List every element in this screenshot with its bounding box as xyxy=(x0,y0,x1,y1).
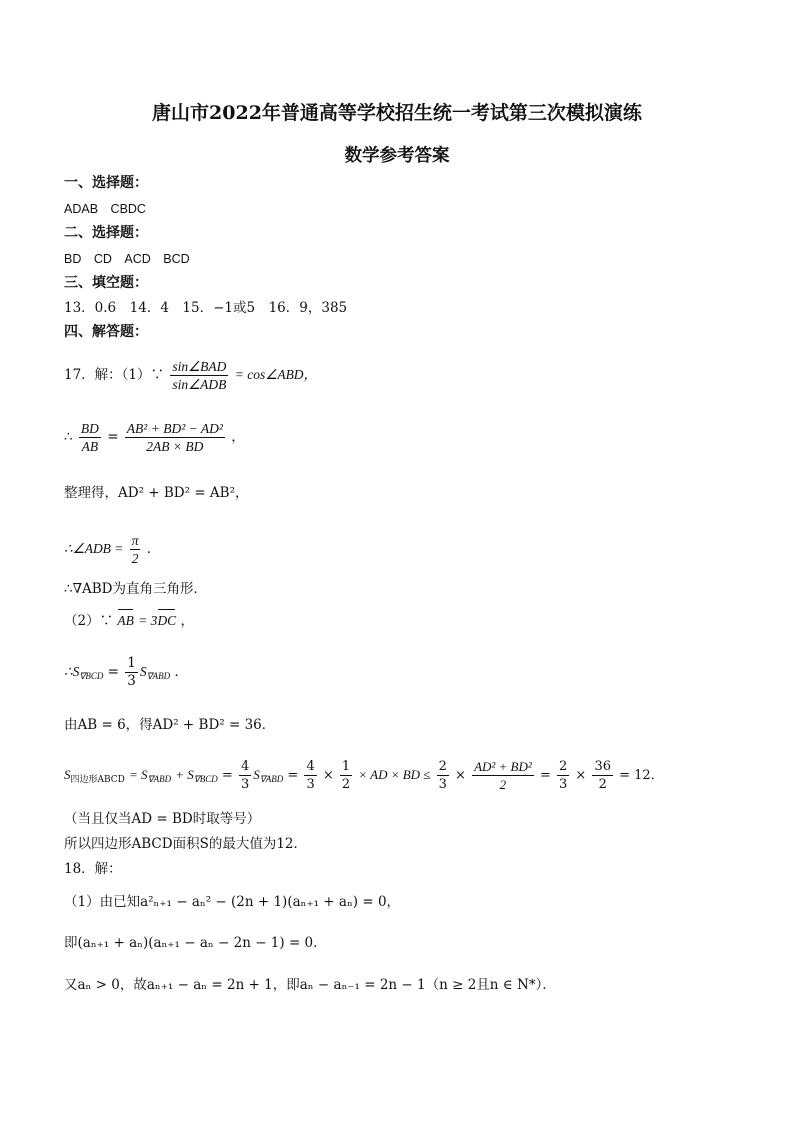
q17-label: 17．解：（1）∵ xyxy=(64,367,165,383)
q17-line-8: 由AB = 6，得AD² + BD² = 36． xyxy=(64,717,276,733)
multi-choice-answers: BD CD ACD BCD xyxy=(64,252,190,266)
numerator: 4 xyxy=(306,759,315,774)
comma: ， xyxy=(231,429,245,445)
subscript: ∇BCD xyxy=(79,671,104,681)
q17-one-third xyxy=(125,655,138,690)
section-heading-multi-choice: 二、选择题： xyxy=(64,225,148,241)
q17-line-2 xyxy=(64,420,245,455)
numerator: π xyxy=(131,533,139,548)
times-sign: × xyxy=(322,768,334,783)
denominator: 3 xyxy=(127,673,136,689)
equals-sign: = xyxy=(107,664,119,680)
q17-pi-over-2 xyxy=(130,532,141,567)
area-symbol: S xyxy=(253,767,260,782)
numerator: AB² + BD² − AD² xyxy=(126,421,223,436)
fraction xyxy=(472,758,534,793)
q18-line-3: 又aₙ > 0，故aₙ₊₁ − aₙ = 2n + 1，即aₙ − aₙ₋₁ = 2n − 1（n ≥ 2且n ∈ N*）． xyxy=(64,977,556,993)
denominator: sin∠ADB xyxy=(172,377,227,392)
fraction xyxy=(340,758,352,793)
denominator: 3 xyxy=(558,777,568,792)
subscript: 四边形ABCD xyxy=(70,775,125,785)
comma: ， xyxy=(180,613,194,629)
denominator: AB xyxy=(81,439,99,454)
equals-three: = 3 xyxy=(138,613,158,628)
numerator: 2 xyxy=(558,759,568,774)
document-subtitle: 数学参考答案 xyxy=(344,146,450,166)
subscript: ∇BCD xyxy=(193,774,218,784)
part-2-label: （2）∵ xyxy=(64,613,114,629)
section-heading-fill-in: 三、填空题： xyxy=(64,275,148,291)
q17-line-4 xyxy=(64,532,160,567)
equals-sign: = xyxy=(287,768,299,783)
denominator: 2 xyxy=(499,777,507,792)
equals-sign: = xyxy=(539,768,551,783)
denominator: 3 xyxy=(306,777,315,792)
equals-sign: = xyxy=(221,768,233,783)
numerator: 1 xyxy=(127,655,136,671)
equals-sign: = xyxy=(107,429,119,445)
subscript: ∇ABD xyxy=(147,774,172,784)
vector-ab: AB xyxy=(117,613,134,628)
section-heading-choice: 一、选择题： xyxy=(64,175,148,191)
expr: = S xyxy=(129,767,148,782)
fill-in-answers: 13．0.6 14．4 15．−1或5 16．9，385 xyxy=(64,300,348,316)
q17-line-1-rhs: = cos∠ABD， xyxy=(234,367,318,382)
q17-side-ratio xyxy=(79,420,101,455)
q17-sine-ratio xyxy=(170,358,228,393)
q17-line-1 xyxy=(64,358,317,393)
numerator: 36 xyxy=(594,759,611,774)
q18-label: 18．解： xyxy=(64,861,122,877)
denominator: 3 xyxy=(240,777,250,792)
q17-line-7 xyxy=(64,655,188,690)
subscript: ∇ABD xyxy=(146,671,171,681)
document-title: 唐山市2022年普通高等学校招生统一考试第三次模拟演练 xyxy=(152,102,642,124)
area-symbol: S xyxy=(64,767,71,782)
denominator: 2AB × BD xyxy=(146,439,204,454)
numerator: sin∠BAD xyxy=(172,359,227,374)
angle-expression: ∴∠ADB = xyxy=(64,541,124,556)
numerator: BD xyxy=(80,421,99,436)
q17-line-9 xyxy=(64,758,664,793)
q17-cosine-law-fraction xyxy=(125,420,225,455)
q18-line-1: （1）由已知a²ₙ₊₁ − aₙ² − (2n + 1)(aₙ₊₁ + aₙ) = 0， xyxy=(64,894,401,910)
times-sign: × xyxy=(575,768,587,783)
choice-answers: ADAB CBDC xyxy=(64,202,146,216)
fraction xyxy=(557,758,569,793)
result: = 12． xyxy=(619,768,664,783)
area-symbol: ∴S xyxy=(64,664,80,679)
fraction xyxy=(592,758,613,793)
times-sign: × xyxy=(455,768,466,783)
fraction xyxy=(239,758,251,793)
denominator: 2 xyxy=(131,551,139,566)
subscript: ∇ABD xyxy=(259,774,284,784)
q17-line-5: ∴∇ABD为直角三角形． xyxy=(64,581,208,597)
expr: × AD × BD ≤ xyxy=(358,767,431,782)
q18-line-2: 即(aₙ₊₁ + aₙ)(aₙ₊₁ − aₙ − 2n − 1) = 0． xyxy=(64,935,327,951)
therefore-symbol: ∴ xyxy=(64,429,73,445)
denominator: 2 xyxy=(598,777,607,792)
q17-line-3: 整理得，AD² + BD² = AB²， xyxy=(64,485,249,501)
q17-line-11: 所以四边形ABCD面积S的最大值为12． xyxy=(64,836,307,852)
denominator: 3 xyxy=(438,777,447,792)
area-symbol: S xyxy=(139,664,147,679)
q17-line-10: （当且仅当AD = BD时取等号） xyxy=(64,811,261,827)
numerator: 4 xyxy=(240,759,250,774)
vector-dc: DC xyxy=(157,613,177,628)
numerator: 2 xyxy=(438,759,447,774)
numerator: 1 xyxy=(341,759,351,774)
denominator: 2 xyxy=(341,777,351,792)
expr: + S xyxy=(175,767,194,782)
section-heading-solutions: 四、解答题： xyxy=(64,324,148,340)
fraction xyxy=(304,758,316,793)
numerator: AD² + BD² xyxy=(474,759,532,774)
period: ． xyxy=(174,664,188,680)
period: ． xyxy=(146,541,161,557)
q17-line-6 xyxy=(64,612,194,630)
fraction xyxy=(437,758,449,793)
